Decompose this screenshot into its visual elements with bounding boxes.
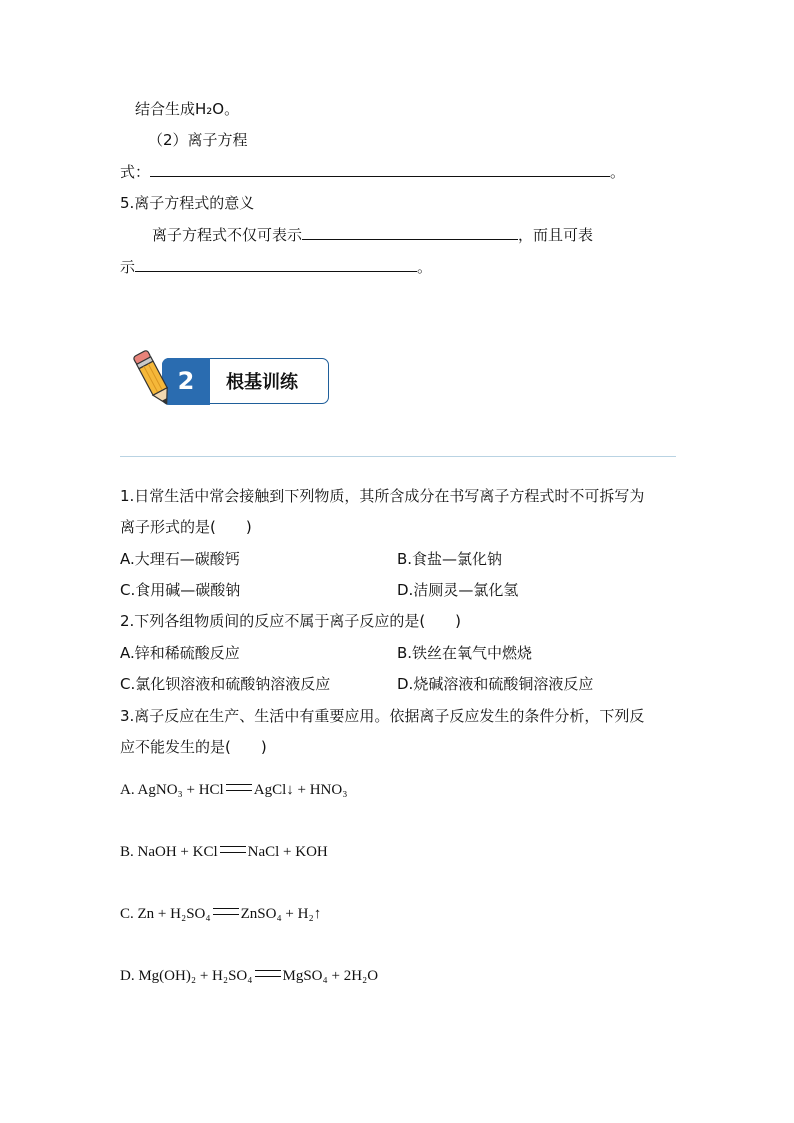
meaning-part2: ，而且可表 [518, 226, 594, 244]
option-letter: A. [120, 782, 135, 798]
q2-stem: 2.下列各组物质间的反应不属于离子反应的是( ) [120, 612, 462, 630]
equals-sign [226, 784, 252, 791]
answer-blank[interactable] [135, 257, 417, 272]
equation-rhs: ZnSO₄ + H₂↑ [240, 906, 322, 922]
q3-stem-line2: 应不能发生的是( ) [120, 738, 267, 756]
equation-lhs: Zn + H₂SO₄ [137, 906, 211, 922]
equals-sign [220, 846, 246, 853]
meaning-cont: 示 [120, 258, 136, 276]
option-letter: D. [120, 968, 135, 984]
q2-option-a[interactable]: A.锌和稀硫酸反应 [120, 644, 240, 662]
q1-option-a[interactable]: A.大理石—碳酸钙 [120, 550, 240, 568]
equals-sign [255, 970, 281, 977]
q2-option-c[interactable]: C.氯化钡溶液和硫酸钠溶液反应 [120, 675, 331, 693]
answer-blank[interactable] [302, 225, 518, 240]
q3-option-b[interactable] [120, 844, 328, 861]
q1-option-b[interactable]: B.食盐—氯化钠 [397, 550, 503, 568]
q3-option-d[interactable] [120, 968, 378, 985]
badge-title: 根基训练 [226, 372, 298, 393]
meaning-part1: 离子方程式不仅可表示 [152, 226, 303, 244]
q1-stem-line2: 离子形式的是( ) [120, 518, 252, 536]
equation-rhs: NaCl + KOH [247, 844, 328, 860]
equals-sign [213, 908, 239, 915]
answer-blank[interactable] [150, 162, 610, 177]
q1-stem-line1: 1.日常生活中常会接触到下列物质，其所含成分在书写离子方程式时不可拆写为 [120, 487, 645, 505]
equation-lhs: AgNO₃ + HCl [137, 782, 224, 798]
period: 。 [417, 258, 433, 276]
option-letter: C. [120, 906, 134, 922]
intro-item2-label: （2）离子方程 [148, 131, 248, 149]
q2-option-d[interactable]: D.烧碱溶液和硫酸铜溶液反应 [397, 675, 594, 693]
equation-lhs: NaOH + KCl [137, 844, 218, 860]
meaning-cont-line [120, 256, 432, 277]
intro-item2-answer [120, 161, 625, 182]
q1-option-d[interactable]: D.洁厕灵—氯化氢 [397, 581, 519, 599]
q3-stem-line1: 3.离子反应在生产、生活中有重要应用。依据离子反应发生的条件分析，下列反 [120, 707, 645, 725]
q3-option-c[interactable] [120, 906, 321, 923]
equation-lhs: Mg(OH)₂ + H₂SO₄ [138, 968, 253, 984]
section-badge [132, 348, 332, 410]
q3-option-a[interactable] [120, 782, 347, 799]
equation-rhs: AgCl↓ + HNO₃ [253, 782, 348, 798]
equation-rhs: MgSO₄ + 2H₂O [282, 968, 379, 984]
period: 。 [610, 163, 626, 181]
q1-option-c[interactable]: C.食用碱—碳酸钠 [120, 581, 241, 599]
section-divider [120, 456, 676, 457]
pencil-icon [132, 348, 176, 412]
meaning-line [152, 224, 593, 245]
intro-line-water: 结合生成H₂O。 [135, 100, 240, 118]
badge-number: 2 [162, 358, 210, 405]
section5-title: 5.离子方程式的意义 [120, 194, 255, 212]
intro-item2-cont: 式： [120, 163, 151, 181]
option-letter: B. [120, 844, 134, 860]
q2-option-b[interactable]: B.铁丝在氧气中燃烧 [397, 644, 533, 662]
